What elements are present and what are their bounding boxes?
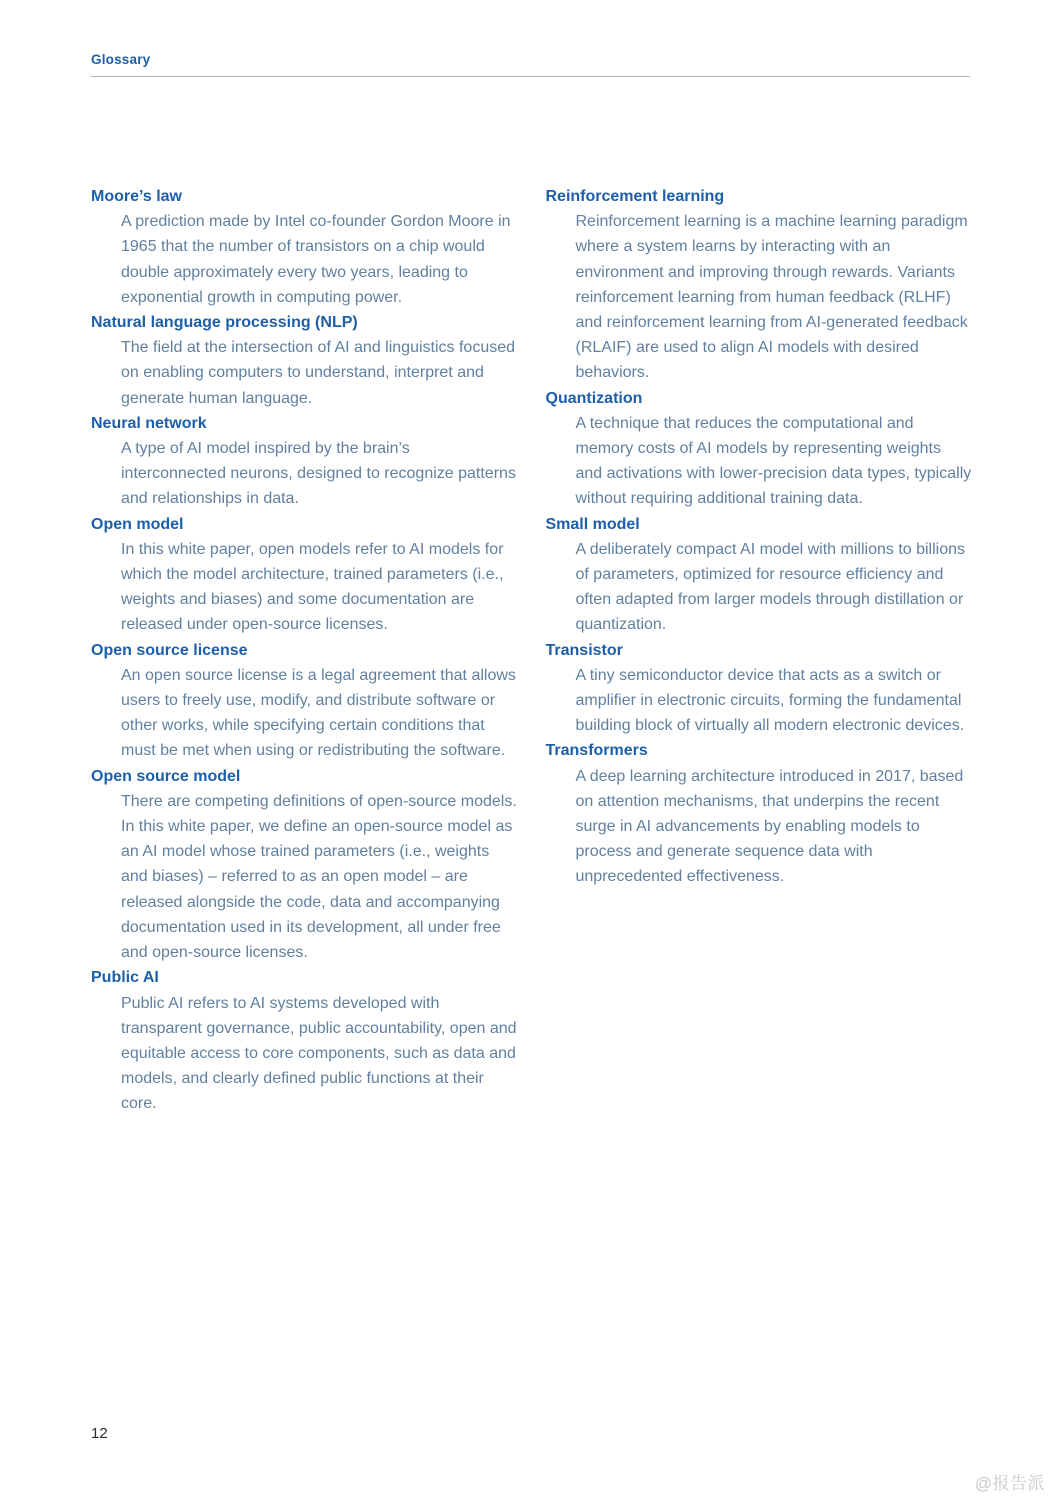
- page-number: 12: [91, 1425, 108, 1442]
- watermark: @报告派: [974, 1474, 1045, 1493]
- glossary-column-right: [546, 184, 973, 1117]
- glossary-definition: A tiny semiconductor device that acts as a switch or amplifier in electronic circuits, forming the fundamental building block of virtually all modern electronic devices.: [575, 666, 965, 735]
- glossary-term: Natural language processing (NLP): [91, 314, 358, 332]
- glossary-entry: [546, 738, 973, 889]
- glossary-term: Open source license: [91, 641, 248, 659]
- glossary-definition: A deep learning architecture introduced in 2017, based on attention mechanisms, that underpins the recent surge in AI advancements by enabling models to process and generate sequence data with unprecedented effectiveness.: [575, 767, 964, 886]
- glossary-entry: [91, 512, 518, 638]
- glossary-entry: [91, 411, 518, 512]
- glossary-entry: [546, 386, 973, 512]
- glossary-entry: [91, 638, 518, 764]
- glossary-definition: The field at the intersection of AI and linguistics focused on enabling computers to understand, interpret and generate human language.: [121, 339, 516, 407]
- glossary-term: Public AI: [91, 969, 159, 987]
- glossary-term: Transformers: [545, 742, 648, 760]
- glossary-term: Reinforcement learning: [545, 188, 725, 205]
- glossary-term: Small model: [545, 515, 640, 533]
- glossary-definition: A type of AI model inspired by the brain’s interconnected neurons, designed to recognize patterns and relationships in data.: [121, 440, 516, 508]
- glossary-term: Quantization: [545, 389, 643, 407]
- glossary-entry: [91, 310, 518, 411]
- glossary-definition: An open source license is a legal agreement that allows users to freely use, modify, and distribute software or other works, while specifying certain conditions that must be met when using or redistributing the software.: [121, 666, 516, 760]
- glossary-term: Moore’s law: [91, 188, 182, 205]
- glossary-definition: A prediction made by Intel co-founder Gordon Moore in 1965 that the number of transistors on a chip would double approximately every two years, leading to exponential growth in computing power.: [121, 213, 511, 306]
- glossary-term: Open source model: [91, 767, 241, 785]
- glossary-entry: [546, 512, 973, 638]
- glossary-column-left: [91, 184, 518, 1117]
- glossary-term: Transistor: [545, 641, 623, 659]
- glossary-definition: Reinforcement learning is a machine learning paradigm where a system learns by interacting with an environment and improving through rewards. Variants reinforcement learning from human feedback (RLHF) and reinforcement learning from AI-generated feedback (RLAIF) are used to align AI models with desired behaviors.: [575, 213, 968, 382]
- glossary-entry: [91, 965, 518, 1116]
- glossary-definition: A deliberately compact AI model with millions to billions of parameters, optimized for resource efficiency and often adapted from larger models through distillation or quantization.: [575, 540, 966, 634]
- page-header-title: Glossary: [91, 52, 151, 67]
- glossary-entry: [546, 638, 973, 739]
- glossary-term: Open model: [91, 515, 184, 533]
- glossary-definition: There are competing definitions of open-source models. In this white paper, we define an open-source model as an AI model whose trained parameters (i.e., weights and biases) – referred to as an open model – are released alongside the code, data and accompanying documentation used in its development, all under free and open-source licenses.: [121, 792, 517, 962]
- page-header: [91, 52, 970, 77]
- glossary-entry: [546, 184, 973, 386]
- header-divider: [91, 76, 970, 77]
- glossary-columns: [91, 184, 972, 1117]
- glossary-entry: [91, 764, 518, 966]
- glossary-definition: Public AI refers to AI systems developed with transparent governance, public accountability, open and equitable access to core components, such as data and models, and clearly defined public functions at their core.: [121, 994, 517, 1113]
- glossary-definition: A technique that reduces the computational and memory costs of AI models by representing weights and activations with lower-precision data types, typically without requiring additional training data.: [575, 414, 972, 508]
- glossary-entry: [91, 184, 518, 310]
- glossary-definition: In this white paper, open models refer to AI models for which the model architecture, trained parameters (i.e., weights and biases) and some documentation are released under open-source licenses.: [121, 540, 504, 634]
- glossary-term: Neural network: [91, 414, 207, 432]
